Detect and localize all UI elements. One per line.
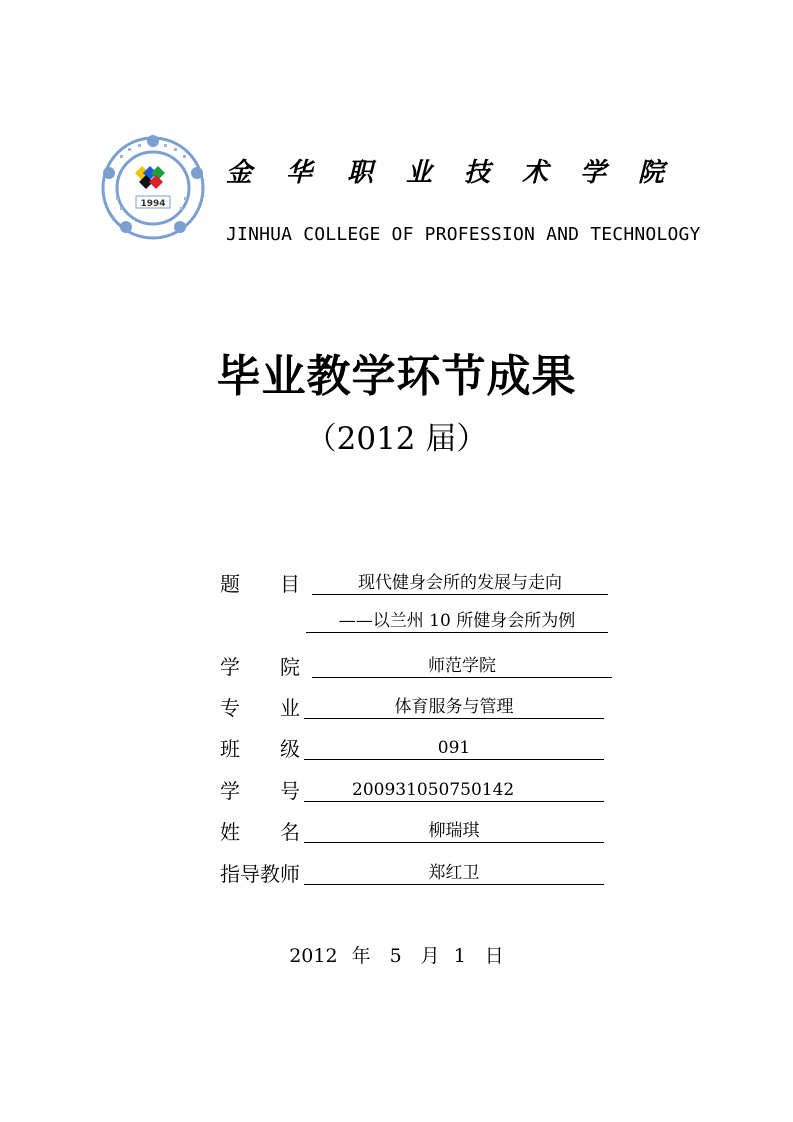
graduation-year: （2012 届） bbox=[305, 421, 488, 457]
topic-value: 现代健身会所的发展与走向 bbox=[312, 572, 608, 595]
college-name-char: 技 bbox=[464, 158, 491, 188]
student-id-row bbox=[220, 775, 620, 805]
advisor-label: 指导教师 bbox=[220, 862, 300, 886]
college-seal-icon bbox=[98, 133, 208, 243]
college-name-en: JINHUA COLLEGE OF PROFESSION AND TECHNOLOGY bbox=[226, 224, 701, 245]
major-label: 专 业 bbox=[220, 696, 300, 720]
topic-subtitle-value: ——以兰州 10 所健身会所为例 bbox=[306, 610, 608, 633]
name-label: 姓 名 bbox=[220, 820, 300, 844]
college-name-char: 业 bbox=[406, 158, 433, 188]
college-row bbox=[220, 651, 620, 681]
page-title: 毕业教学环节成果 bbox=[216, 351, 577, 402]
advisor-row bbox=[220, 858, 620, 888]
class-row bbox=[220, 733, 620, 763]
college-name-char: 华 bbox=[286, 158, 313, 188]
topic-row bbox=[220, 568, 620, 598]
name-value: 柳瑞琪 bbox=[304, 820, 604, 843]
college-name-char: 术 bbox=[522, 158, 549, 188]
class-value: 091 bbox=[304, 737, 604, 760]
topic-label: 题 目 bbox=[220, 572, 300, 596]
college-label: 学 院 bbox=[220, 655, 300, 679]
student-id-label: 学 号 bbox=[220, 779, 300, 803]
advisor-value: 郑红卫 bbox=[304, 862, 604, 885]
college-name-char: 金 bbox=[226, 158, 253, 188]
submission-date: 2012 年 5 月 1 日 bbox=[289, 945, 504, 967]
college-value: 师范学院 bbox=[312, 655, 612, 678]
major-value: 体育服务与管理 bbox=[304, 696, 604, 719]
college-name-char: 职 bbox=[347, 158, 374, 188]
student-id-value: 200931050750142 bbox=[304, 779, 604, 802]
name-row bbox=[220, 816, 620, 846]
topic-subtitle-row bbox=[220, 606, 620, 636]
college-name-cn bbox=[226, 152, 666, 192]
college-logo bbox=[98, 133, 208, 243]
major-row bbox=[220, 692, 620, 722]
svg-text:1994: 1994 bbox=[140, 199, 166, 209]
college-name-char: 学 bbox=[580, 158, 607, 188]
college-name-char: 院 bbox=[638, 158, 665, 188]
class-label: 班 级 bbox=[220, 737, 300, 761]
